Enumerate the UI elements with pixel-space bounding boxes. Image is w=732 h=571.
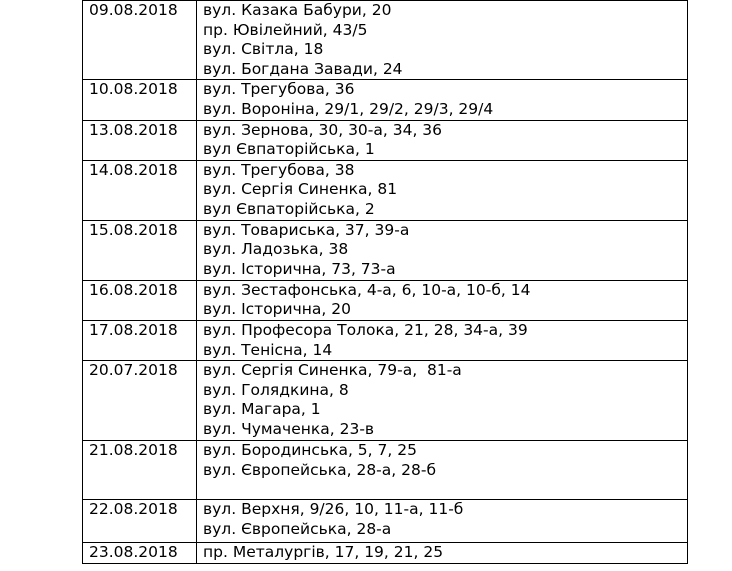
table-row — [83, 80, 688, 120]
addresses-cell — [197, 160, 688, 220]
address-line: вул. Сергія Синенка, 81 — [203, 180, 398, 199]
address-line: вул. Чумаченка, 23-в — [203, 419, 375, 438]
date-cell: 09.08.2018 — [83, 1, 197, 80]
address-line: вул. Вороніна, 29/1, 29/2, 29/3, 29/4 — [203, 99, 494, 118]
table-row — [83, 361, 688, 441]
address-line: вул. Бородинська, 5, 7, 25 — [203, 441, 417, 460]
addresses-cell — [197, 1, 688, 80]
date-cell: 15.08.2018 — [83, 220, 197, 280]
addresses-cell — [197, 500, 688, 543]
table-row — [83, 543, 688, 564]
date-cell: 14.08.2018 — [83, 160, 197, 220]
address-line: вул. Голядкина, 8 — [203, 380, 349, 399]
address-line: вул. Казака Бабури, 20 — [203, 1, 392, 19]
date-cell: 20.07.2018 — [83, 361, 197, 441]
address-line: вул. Ладозька, 38 — [203, 240, 349, 259]
address-line: вул. Історична, 73, 73-а — [203, 259, 396, 278]
table-row — [83, 220, 688, 280]
address-line: вул Євпаторійська, 1 — [203, 140, 375, 159]
addresses-cell — [197, 543, 688, 564]
date-cell: 23.08.2018 — [83, 543, 197, 564]
addresses-cell — [197, 280, 688, 320]
table-row — [83, 120, 688, 160]
address-line: вул. Зестафонська, 4-а, 6, 10-а, 10-б, 14 — [203, 280, 531, 299]
address-line: вул. Сергія Синенка, 79-а, 81-а — [203, 361, 462, 380]
table-row — [83, 1, 688, 80]
address-line: вул. Світла, 18 — [203, 40, 324, 59]
address-line: вул. Європейська, 28-а — [203, 519, 392, 538]
date-cell: 22.08.2018 — [83, 500, 197, 543]
address-line: вул. Магара, 1 — [203, 400, 321, 419]
addresses-cell — [197, 441, 688, 500]
table-row — [83, 320, 688, 360]
address-line: вул Євпаторійська, 2 — [203, 199, 375, 218]
address-line: вул. Професора Толока, 21, 28, 34-а, 39 — [203, 320, 528, 339]
date-cell: 10.08.2018 — [83, 80, 197, 120]
table-row — [83, 500, 688, 543]
address-line: вул. Трегубова, 36 — [203, 80, 355, 99]
table-row — [83, 280, 688, 320]
address-line: вул. Тенісна, 14 — [203, 340, 333, 359]
addresses-cell — [197, 80, 688, 120]
date-cell: 13.08.2018 — [83, 120, 197, 160]
table-row — [83, 441, 688, 500]
addresses-cell — [197, 361, 688, 441]
schedule-table — [82, 0, 688, 564]
address-line: вул. Товариська, 37, 39-а — [203, 220, 410, 239]
addresses-cell — [197, 120, 688, 160]
date-cell: 16.08.2018 — [83, 280, 197, 320]
schedule-table-body — [83, 1, 688, 564]
date-cell: 17.08.2018 — [83, 320, 197, 360]
address-line: пр. Ювілейний, 43/5 — [203, 20, 368, 39]
address-line: вул. Верхня, 9/26, 10, 11-а, 11-б — [203, 500, 464, 519]
address-line: вул. Трегубова, 38 — [203, 160, 355, 179]
addresses-cell — [197, 220, 688, 280]
address-line: вул. Зернова, 30, 30-а, 34, 36 — [203, 120, 443, 139]
addresses-cell — [197, 320, 688, 360]
date-cell: 21.08.2018 — [83, 441, 197, 500]
table-row — [83, 160, 688, 220]
address-line: вул. Історична, 20 — [203, 300, 351, 319]
address-line: вул. Богдана Завади, 24 — [203, 59, 403, 78]
address-line: пр. Металургів, 17, 19, 21, 25 — [203, 543, 444, 562]
address-line: вул. Європейська, 28-а, 28-б — [203, 460, 437, 479]
